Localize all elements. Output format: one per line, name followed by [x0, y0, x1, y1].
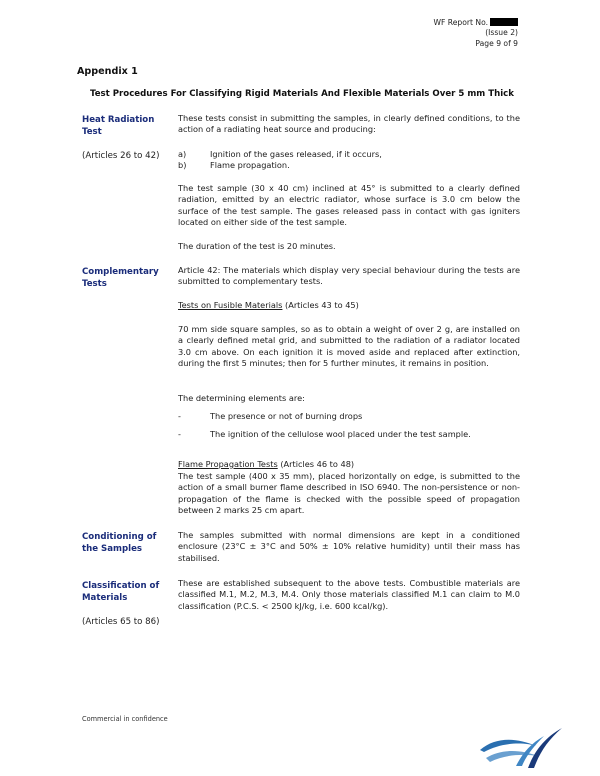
fusible-articles: (Articles 43 to 45): [282, 300, 359, 310]
list-item: The presence or not of burning drops: [210, 411, 363, 421]
redaction-block: [490, 18, 518, 26]
flame-articles: (Articles 46 to 48): [277, 459, 355, 469]
list-marker: b): [178, 160, 187, 170]
fusible-paragraph: 70 mm side square samples, so as to obtain a weight of over 2 g, are installed on a clearly defined metal grid, and submitted to the radiation of a radiator located 3.0 cm above. On each ignition it is moved aside and replaced after extinction, during the first 5 minutes; then for 5 further minutes, it remains in position.: [178, 324, 520, 369]
heat-radiation-heading: Heat Radiation Test: [82, 115, 155, 137]
flame-propagation-subheading: [178, 459, 520, 470]
list-marker: -: [178, 429, 181, 439]
report-label: WF Report No.: [433, 18, 488, 27]
report-number: [434, 18, 518, 28]
complementary-heading: Complementary Tests: [82, 267, 159, 289]
heat-radiation-articles: (Articles 26 to 42): [82, 151, 160, 161]
list-item: Ignition of the gases released, if it occurs,: [210, 149, 382, 159]
logo-swoosh-lower: [486, 751, 538, 762]
page-number: Page 9 of 9: [475, 38, 518, 48]
document-title: Test Procedures For Classifying Rigid Materials And Flexible Materials Over 5 mm Thick: [90, 89, 514, 99]
flame-title: Flame Propagation Tests: [178, 459, 278, 469]
conditioning-paragraph: The samples submitted with normal dimensions are kept in a conditioned enclosure (23°C ± 3°C and 50% ± 10% relative humidity) until their mass has stabilised.: [178, 530, 520, 563]
appendix-title: Appendix 1: [77, 66, 138, 77]
classification-articles: (Articles 65 to 86): [82, 617, 160, 627]
list-item: Flame propagation.: [210, 160, 290, 170]
list-item: The ignition of the cellulose wool placed under the test sample.: [210, 429, 471, 439]
determining-elements-intro: The determining elements are:: [178, 393, 305, 403]
heat-radiation-paragraph: The test sample (30 x 40 cm) inclined at 45° is submitted to a clearly defined radiation, emitted by an electric radiator, whose surface is 3.0 cm below the surface of the test sample. The gases released pass in contact with gas igniters located on either side of the test sample.: [178, 183, 520, 228]
footer-confidential: Commercial in confidence: [82, 715, 168, 723]
logo-wing-right: [528, 728, 562, 768]
page-header: [434, 18, 518, 49]
classification-heading: Classification of Materials: [82, 581, 160, 603]
heat-radiation-intro: These tests consist in submitting the samples, in clearly defined conditions, to the action of a radiating heat source and producing:: [178, 113, 520, 135]
heat-radiation-duration: The duration of the test is 20 minutes.: [178, 241, 336, 251]
list-marker: -: [178, 411, 181, 421]
issue-number: (Issue 2): [485, 28, 518, 38]
complementary-intro: Article 42: The materials which display very special behaviour during the tests are submitted to complementary tests.: [178, 265, 520, 287]
fusible-title: Tests on Fusible Materials: [178, 300, 283, 310]
flame-propagation-paragraph: The test sample (400 x 35 mm), placed horizontally on edge, is submitted to the action of a small burner flame described in ISO 6940. The non-persistence or non-propagation of the flame is checked with the possible speed of propagation between 2 marks 25 cm apart.: [178, 471, 520, 516]
fusible-subheading: [178, 300, 520, 311]
list-marker: a): [178, 149, 187, 159]
company-logo: [478, 722, 564, 770]
conditioning-heading: Conditioning of the Samples: [82, 532, 157, 554]
classification-paragraph: These are established subsequent to the above tests. Combustible materials are classified M.1, M.2, M.3, M.4. Only those materials classified M.1 can claim to M.0 classification (P.C.S. < 2500 kJ/kg, i.e. 600 kcal/kg).: [178, 578, 520, 611]
